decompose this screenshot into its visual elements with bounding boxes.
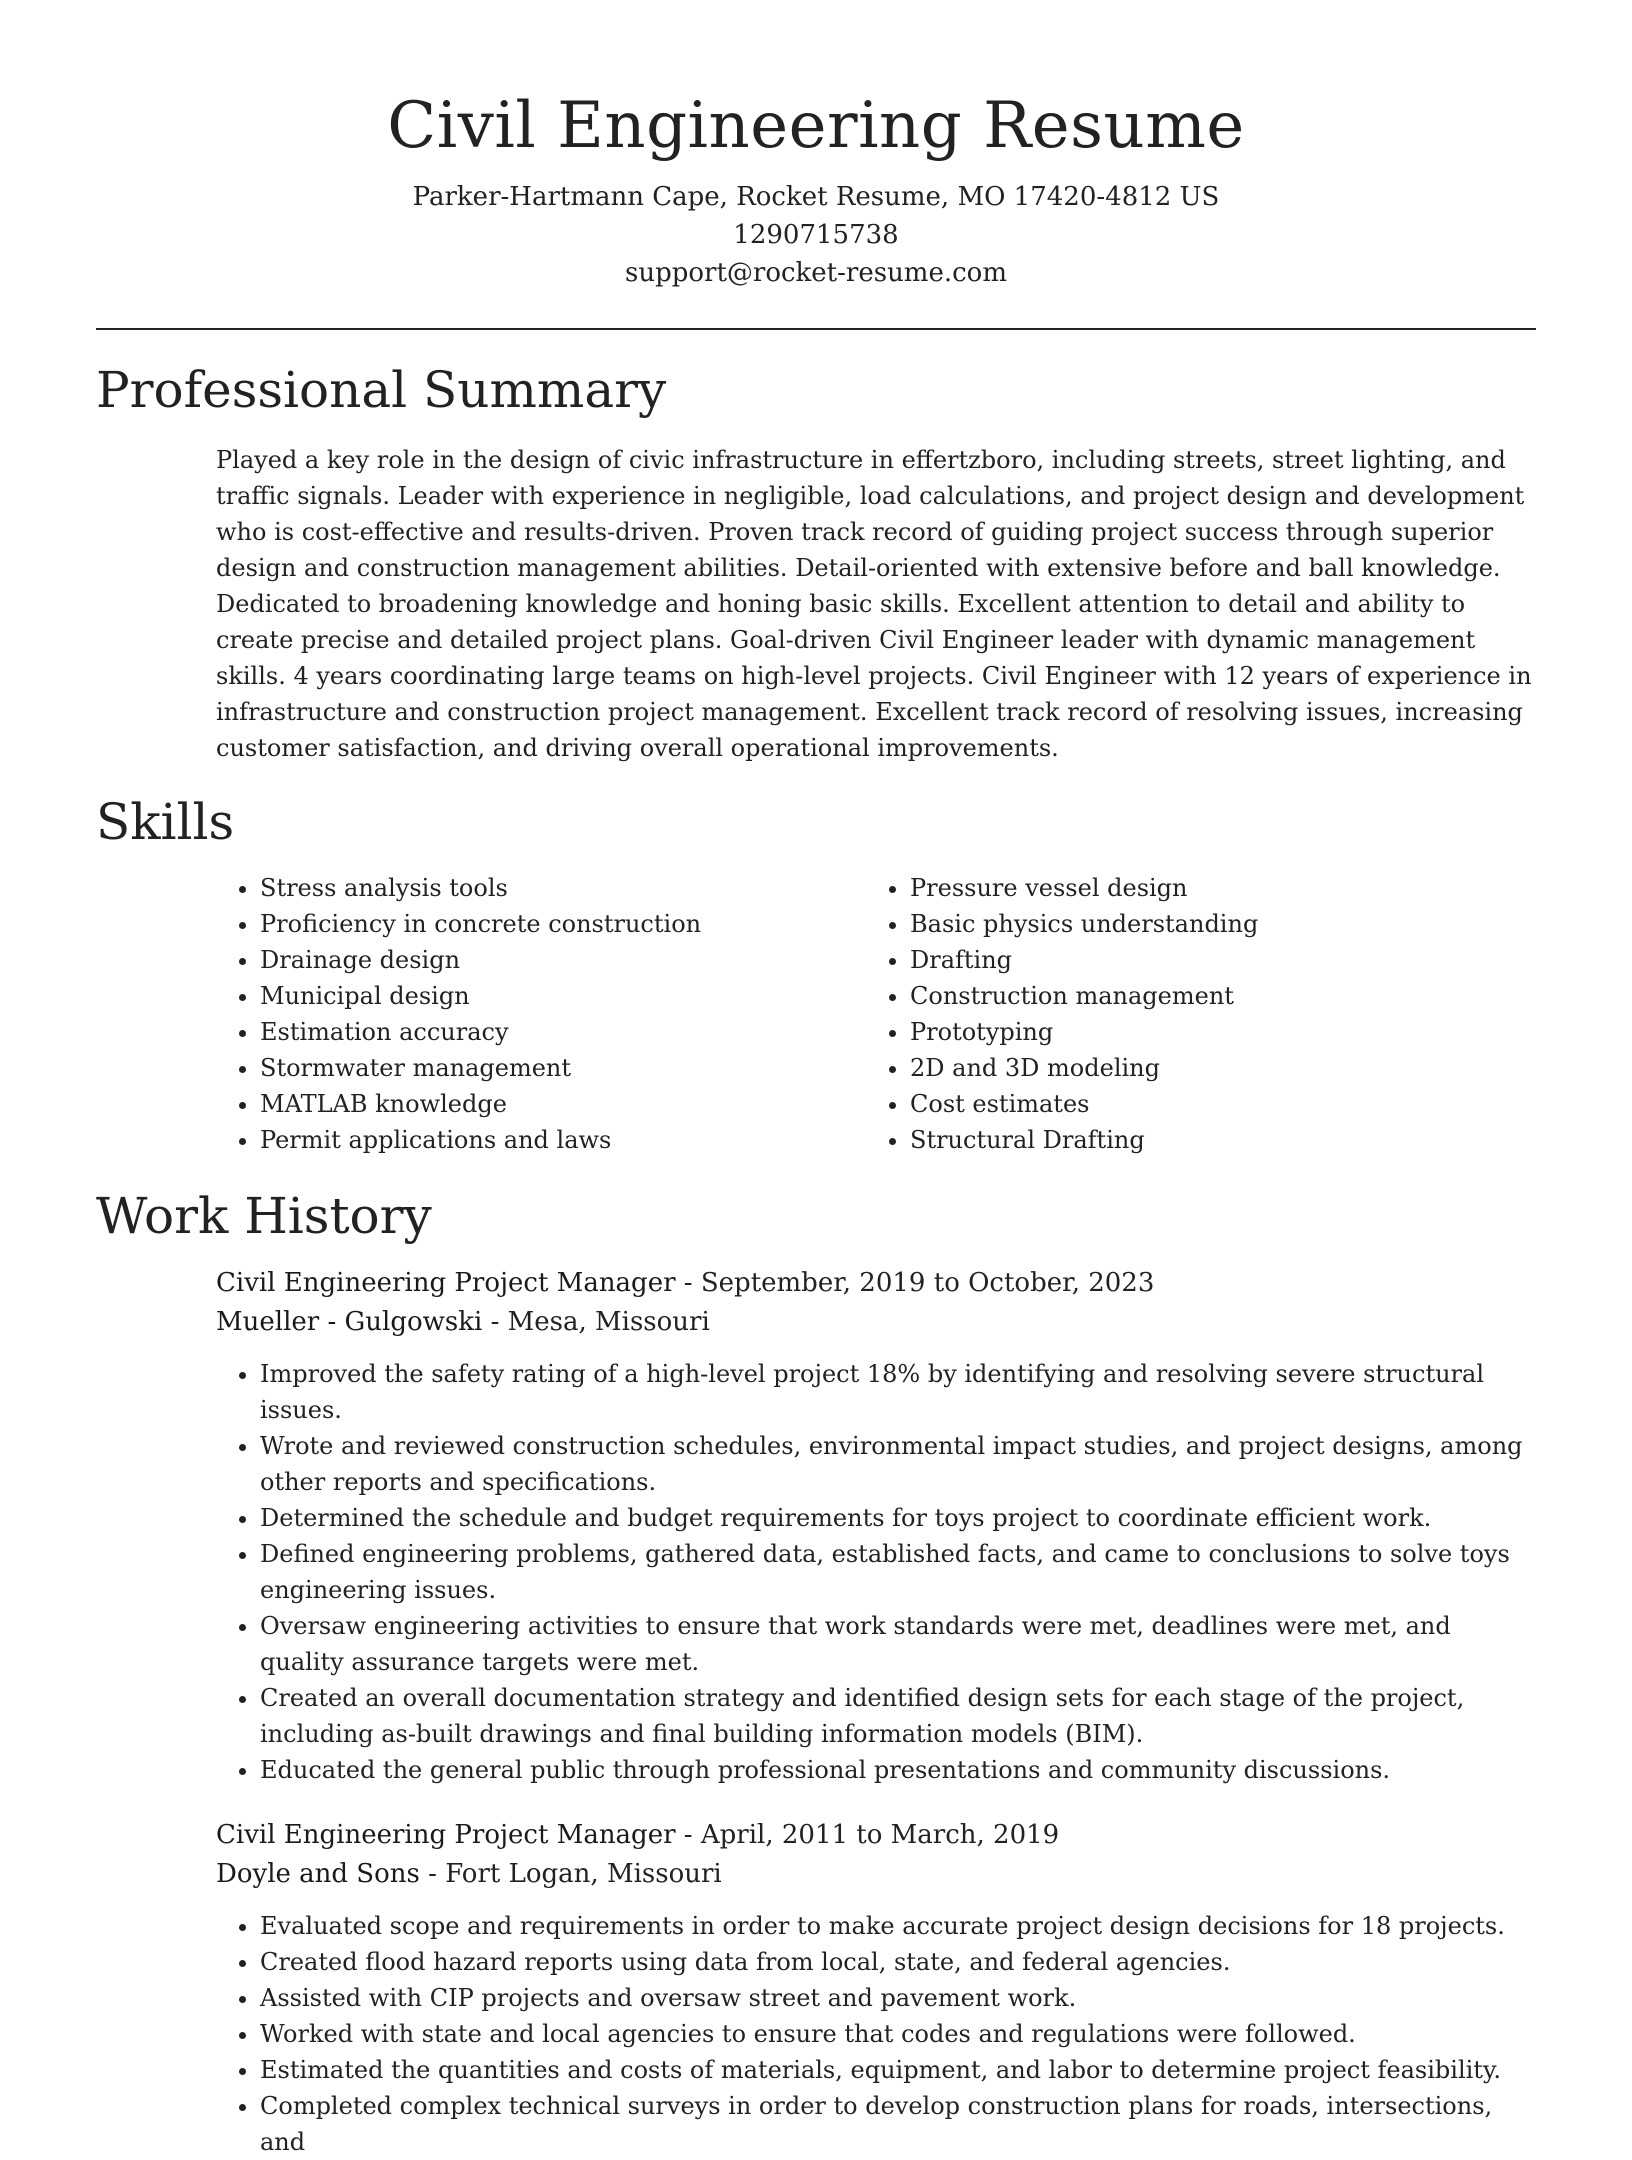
skill-item: • Basic physics understanding [910, 906, 1258, 942]
job-entry [216, 1264, 1536, 1788]
skill-item: • Stress analysis tools [260, 870, 866, 906]
resume-header [96, 0, 1536, 292]
job-title: Civil Engineering Project Manager [216, 1268, 676, 1298]
resume-page [96, 0, 1536, 2160]
job-company: Mueller - Gulgowski [216, 1307, 483, 1337]
job-dates: - September, 2019 to October, 2023 [675, 1268, 1155, 1298]
skill-item: • Pressure vessel design [910, 870, 1258, 906]
job-bullet: • Completed complex technical surveys in order to develop construction plans for roads, intersections, and [260, 2088, 1536, 2160]
skill-item: • Proficiency in concrete construction [260, 906, 866, 942]
job-bullet: • Improved the safety rating of a high-level project 18% by identifying and resolving severe structural issues. [260, 1356, 1536, 1428]
resume-title: Civil Engineering Resume [387, 89, 1245, 163]
skill-item: • Drainage design [260, 942, 866, 978]
job-bullet: • Defined engineering problems, gathered data, established facts, and came to conclusions to solve toys engineering issues. [260, 1536, 1536, 1608]
job-company-line [216, 1855, 1536, 1894]
skill-item: • Permit applications and laws [260, 1122, 866, 1158]
header-divider [96, 328, 1536, 330]
job-bullet: • Educated the general public through professional presentations and community discussions. [260, 1752, 1536, 1788]
job-bullet: • Evaluated scope and requirements in order to make accurate project design decisions for 18 projects. [260, 1908, 1536, 1944]
skill-item: • Municipal design [260, 978, 866, 1014]
job-title-line [216, 1264, 1536, 1303]
skill-item: • MATLAB knowledge [260, 1086, 866, 1122]
skill-item: • Drafting [910, 942, 1258, 978]
address: Parker-Hartmann Cape, Rocket Resume, MO 17420-4812 US [412, 182, 1220, 212]
skills-column-right [866, 870, 1258, 1158]
job-dates: - April, 2011 to March, 2019 [675, 1820, 1060, 1850]
job-company: Doyle and Sons [216, 1859, 420, 1889]
job-bullet: • Estimated the quantities and costs of materials, equipment, and labor to determine project feasibility. [260, 2052, 1536, 2088]
skill-item: • Estimation accuracy [260, 1014, 866, 1050]
job-bullet: • Determined the schedule and budget requirements for toys project to coordinate efficient work. [260, 1500, 1536, 1536]
skills-heading: Skills [96, 793, 235, 851]
job-location: - Mesa, Missouri [482, 1307, 710, 1337]
job-title: Civil Engineering Project Manager [216, 1820, 676, 1850]
summary-heading: Professional Summary [96, 361, 667, 419]
skill-item: • Cost estimates [910, 1086, 1258, 1122]
job-company-line [216, 1303, 1536, 1342]
work-history-heading: Work History [96, 1187, 432, 1245]
job-location: - Fort Logan, Missouri [419, 1859, 722, 1889]
skill-item: • 2D and 3D modeling [910, 1050, 1258, 1086]
contact-info [96, 178, 1536, 292]
job-title-line [216, 1816, 1536, 1855]
job-bullet: • Created flood hazard reports using data from local, state, and federal agencies. [260, 1944, 1536, 1980]
email: support@rocket-resume.com [624, 258, 1007, 288]
job-bullet: • Created an overall documentation strategy and identified design sets for each stage of the project, including as-built drawings and final building information models (BIM). [260, 1680, 1536, 1752]
skills-column-left [216, 870, 866, 1158]
skill-item: • Stormwater management [260, 1050, 866, 1086]
job-bullet: • Wrote and reviewed construction schedules, environmental impact studies, and project designs, among other reports and specifications. [260, 1428, 1536, 1500]
job-entry [216, 1816, 1536, 2160]
job-bullet: • Oversaw engineering activities to ensure that work standards were met, deadlines were met, and quality assurance targets were met. [260, 1608, 1536, 1680]
job-bullets [216, 1356, 1536, 1788]
skills-list [216, 870, 1536, 1158]
job-bullet: • Worked with state and local agencies to ensure that codes and regulations were followed. [260, 2016, 1536, 2052]
job-bullets [216, 1908, 1536, 2160]
skill-item: • Construction management [910, 978, 1258, 1014]
phone: 1290715738 [733, 220, 899, 250]
job-bullet: • Assisted with CIP projects and oversaw street and pavement work. [260, 1980, 1536, 2016]
skill-item: • Prototyping [910, 1014, 1258, 1050]
skill-item: • Structural Drafting [910, 1122, 1258, 1158]
summary-text: Played a key role in the design of civic infrastructure in effertzboro, including streets, street lighting, and traffic signals. Leader with experience in negligible, load calculations, and project design and development who is cost-effective and results-driven. Proven track record of guiding project success through superior design and construction management abilities. Detail-oriented with extensive before and ball knowledge. Dedicated to broadening knowledge and honing basic skills. Excellent attention to detail and ability to create precise and detailed project plans. Goal-driven Civil Engineer leader with dynamic management skills. 4 years coordinating large teams on high-level projects. Civil Engineer with 12 years of experience in infrastructure and construction project management. Excellent track record of resolving issues, increasing customer satisfaction, and driving overall operational improvements. [216, 446, 1532, 762]
